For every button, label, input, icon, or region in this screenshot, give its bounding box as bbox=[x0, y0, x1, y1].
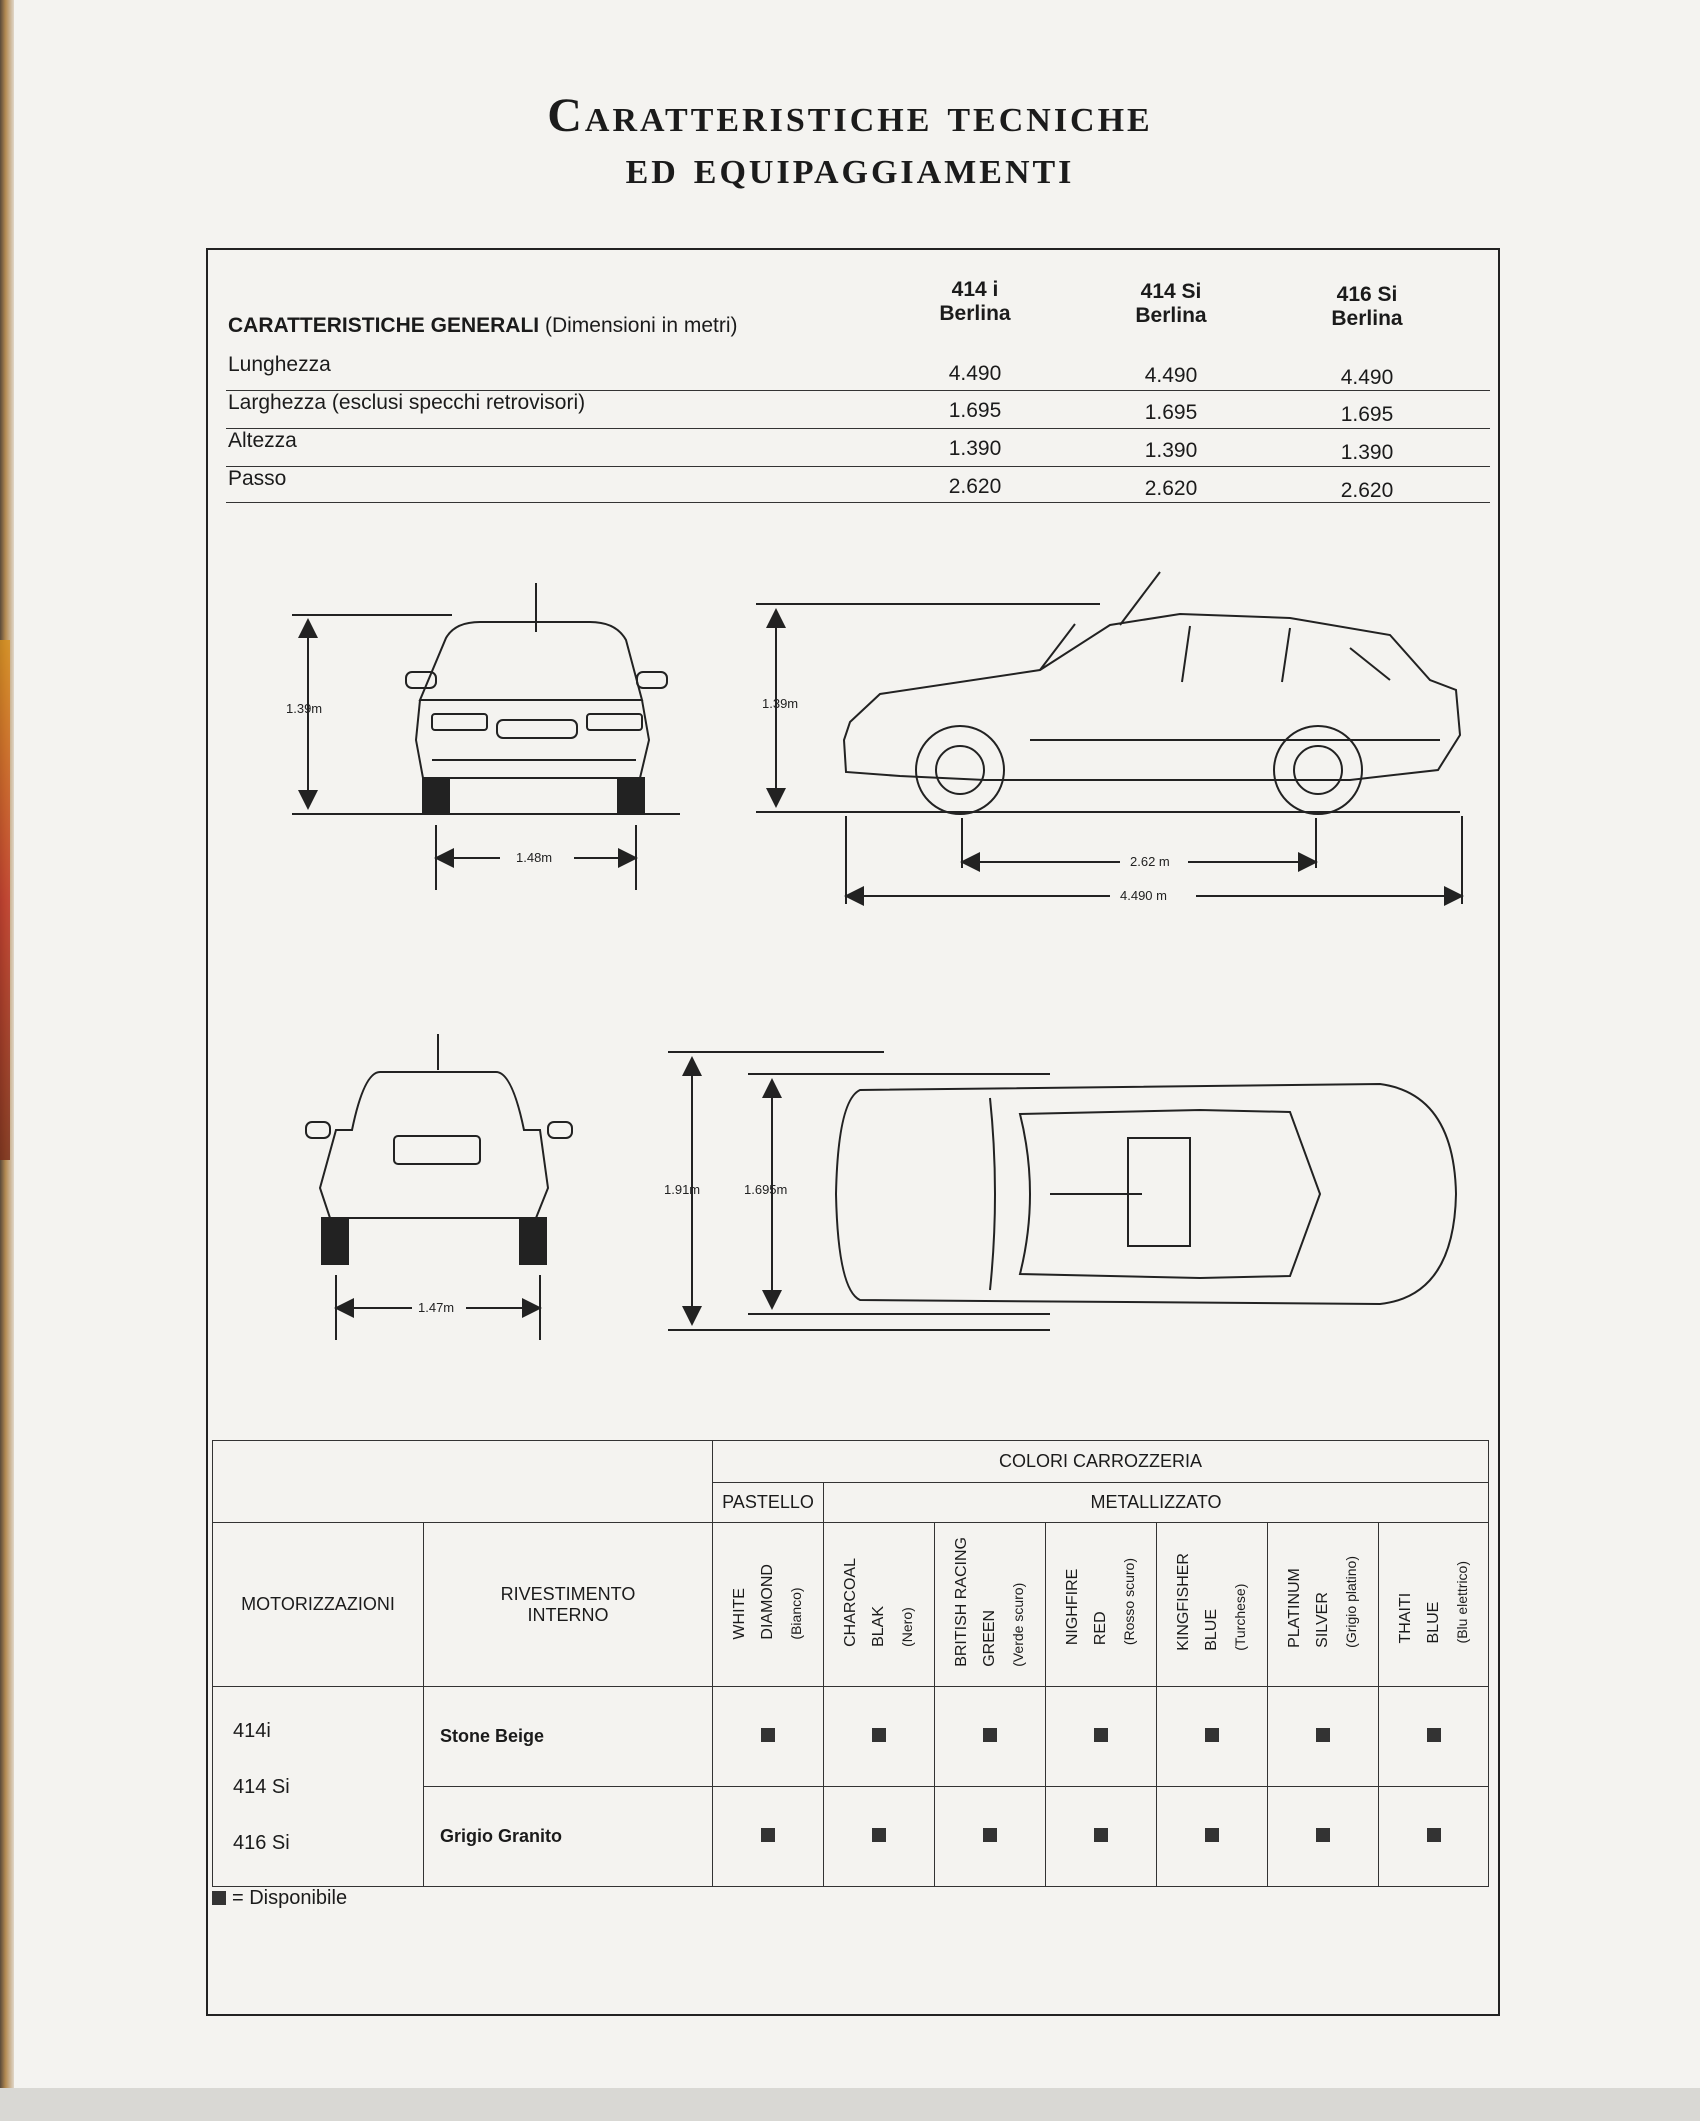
spec-row-label: Lunghezza bbox=[228, 353, 331, 376]
model-header-416si: 416 Si Berlina bbox=[1331, 283, 1403, 330]
availability-cell bbox=[1046, 1687, 1157, 1787]
paint-british-racing-green: BRITISH RACING GREEN (Verde scuro) bbox=[935, 1523, 1046, 1687]
model-header-414i: 414 i Berlina bbox=[939, 278, 1011, 325]
availability-cell bbox=[824, 1687, 935, 1787]
spec-value: 2.620 bbox=[948, 475, 1002, 498]
spec-row-label: Passo bbox=[228, 467, 287, 490]
engine-416si: 416 Si bbox=[233, 1831, 290, 1854]
side-height-label: 1.39m bbox=[762, 696, 799, 711]
spec-value: 4.490 bbox=[1144, 364, 1198, 387]
colors-group-header: COLORI CARROZZERIA bbox=[713, 1441, 1489, 1483]
spec-value: 2.620 bbox=[1144, 477, 1198, 500]
side-view-drawing bbox=[756, 572, 1462, 904]
spec-value: 4.490 bbox=[948, 362, 1002, 385]
top-width-mirrors-label: 1.91m bbox=[664, 1182, 701, 1197]
spec-row-label: Altezza bbox=[228, 429, 297, 452]
pastel-header: PASTELLO bbox=[713, 1483, 824, 1523]
trim-grigio-granito: Grigio Granito bbox=[424, 1787, 713, 1887]
metallic-header: METALLIZZATO bbox=[824, 1483, 1489, 1523]
top-width-label: 1.695m bbox=[744, 1182, 788, 1197]
page-title-line1: Caratteristiche tecniche bbox=[547, 89, 1153, 142]
paint-charcoal-blak: CHARCOAL BLAK (Nero) bbox=[824, 1523, 935, 1687]
model-header-414si: 414 Si Berlina bbox=[1135, 280, 1207, 327]
availability-cell bbox=[1157, 1687, 1268, 1787]
rear-view-drawing bbox=[306, 1034, 572, 1340]
availability-cell bbox=[1157, 1787, 1268, 1887]
front-view-drawing bbox=[292, 583, 680, 890]
spec-value: 1.695 bbox=[1340, 403, 1394, 426]
engines-header: MOTORIZZAZIONI bbox=[213, 1523, 424, 1687]
trim-header: RIVESTIMENTO INTERNO bbox=[424, 1523, 713, 1687]
side-wheelbase-label: 2.62 m bbox=[1130, 854, 1170, 869]
paint-white-diamond: WHITE DIAMOND (Bianco) bbox=[713, 1523, 824, 1687]
availability-cell bbox=[713, 1787, 824, 1887]
spec-value: 1.695 bbox=[1144, 401, 1198, 424]
availability-cell bbox=[713, 1687, 824, 1787]
paint-kingfisher-blue: KINGFISHER BLUE (Turchese) bbox=[1157, 1523, 1268, 1687]
availability-legend: = Disponibile bbox=[212, 1887, 347, 1910]
availability-cell bbox=[1268, 1787, 1379, 1887]
availability-cell bbox=[935, 1787, 1046, 1887]
spec-value: 4.490 bbox=[1340, 366, 1394, 389]
side-length-label: 4.490 m bbox=[1120, 888, 1167, 903]
color-availability-table bbox=[212, 1440, 1489, 1887]
paint-nighfire-red: NIGHFIRE RED (Rosso scuro) bbox=[1046, 1523, 1157, 1687]
availability-cell bbox=[935, 1687, 1046, 1787]
front-height-label: 1.39m bbox=[286, 701, 323, 716]
front-width-label: 1.48m bbox=[516, 850, 553, 865]
spec-value: 1.390 bbox=[1340, 441, 1394, 464]
availability-cell bbox=[1046, 1787, 1157, 1887]
spec-value: 2.620 bbox=[1340, 479, 1394, 502]
spec-value: 1.695 bbox=[948, 399, 1002, 422]
available-square-icon bbox=[212, 1891, 226, 1905]
availability-cell bbox=[1379, 1787, 1489, 1887]
availability-cell bbox=[1268, 1687, 1379, 1787]
engine-414i: 414i bbox=[233, 1719, 271, 1742]
availability-cell bbox=[824, 1787, 935, 1887]
paint-thaiti-blue: THAITI BLUE (Blu elettrico) bbox=[1379, 1523, 1489, 1687]
spec-row-label: Larghezza (esclusi specchi retrovisori) bbox=[228, 391, 586, 414]
spec-value: 1.390 bbox=[1144, 439, 1198, 462]
availability-cell bbox=[1379, 1687, 1489, 1787]
spec-value: 1.390 bbox=[948, 437, 1002, 460]
page-title-line2: ed equipaggiamenti bbox=[625, 141, 1075, 194]
engine-414si: 414 Si bbox=[233, 1775, 290, 1798]
paint-platinum-silver: PLATINUM SILVER (Grigio platino) bbox=[1268, 1523, 1379, 1687]
trim-stone-beige: Stone Beige bbox=[424, 1687, 713, 1787]
rear-width-label: 1.47m bbox=[418, 1300, 455, 1315]
table-corner-cell bbox=[213, 1441, 713, 1523]
spec-section-title: CARATTERISTICHE GENERALI (Dimensioni in metri) bbox=[228, 314, 738, 337]
engines-list bbox=[213, 1687, 424, 1887]
